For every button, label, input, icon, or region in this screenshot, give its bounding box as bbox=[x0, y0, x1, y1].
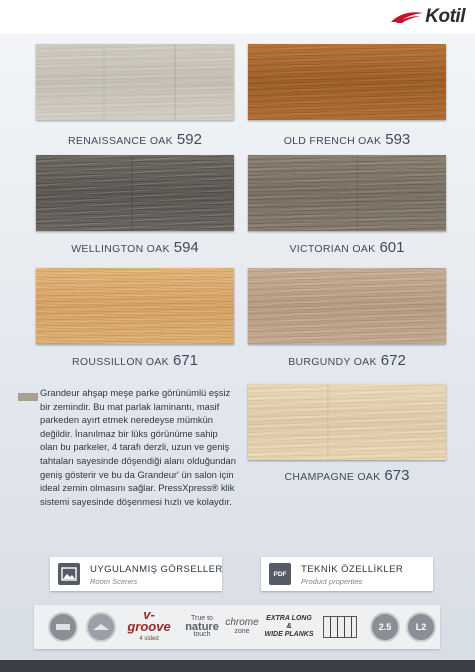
product-code: 593 bbox=[385, 131, 411, 148]
underfloor-badge-icon bbox=[86, 612, 116, 642]
product-code: 672 bbox=[380, 352, 406, 369]
nature-icon bbox=[185, 615, 219, 639]
product-description: Grandeur ahşap meşe parke görünümlü eşsiz bir zemindir. Bu mat parlak laminantı, masif parkeden ayırt etmek neredeyse mümkün değildir. İnanılmaz bir lüks görünüme sahip olan bu parkeler, 4 tarafı derzli, uzun ve geniş tahtaları sayesinde döşendiği alanı olduğundan geniş gösterir ve bu da Grandeur' ün salon için ideal zemin olmasını sağlar. PressXpress® klik sistemi sayesinde döşenmesi hızlı ve kolaydır. bbox=[40, 387, 236, 507]
swatch-burgundy-oak[interactable] bbox=[248, 268, 446, 344]
logo-swoosh-icon bbox=[390, 9, 424, 25]
image-icon bbox=[58, 563, 80, 585]
product-name: VICTORIAN OAK bbox=[289, 243, 376, 255]
product-properties-title: TEKNİK ÖZELLİKLER bbox=[301, 564, 404, 575]
nature-post: touch bbox=[193, 631, 211, 638]
swatch-champagne-oak[interactable] bbox=[248, 384, 446, 460]
footer-bar bbox=[0, 660, 475, 672]
vgroove-sub: 4 sided bbox=[139, 636, 159, 642]
planks-badge bbox=[320, 610, 360, 644]
room-scenes-subtitle: Room Scenes bbox=[90, 577, 138, 586]
room-scenes-title: UYGULANMIŞ GÖRSELLER bbox=[90, 564, 223, 575]
caption-burgundy-oak bbox=[248, 352, 446, 369]
feature-badge-1 bbox=[46, 610, 80, 644]
product-code: 671 bbox=[172, 352, 198, 369]
product-code: 673 bbox=[384, 467, 410, 484]
feature-strip bbox=[34, 605, 440, 649]
swatch-renaissance-oak[interactable] bbox=[36, 44, 234, 120]
thickness-icon bbox=[370, 612, 400, 642]
product-code: 594 bbox=[173, 239, 199, 256]
wear-class-icon bbox=[406, 612, 436, 642]
product-properties-button[interactable] bbox=[261, 557, 433, 591]
vgroove-badge bbox=[122, 607, 176, 644]
chrome-label: chrome bbox=[225, 617, 259, 628]
product-name: WELLINGTON OAK bbox=[71, 243, 170, 255]
wear-class-badge bbox=[404, 610, 438, 644]
swatch-old-french-oak[interactable] bbox=[248, 44, 446, 120]
chrome-icon bbox=[225, 618, 258, 636]
product-name: CHAMPAGNE OAK bbox=[284, 471, 381, 483]
thickness-badge bbox=[368, 610, 402, 644]
pdf-icon-label: PDF bbox=[273, 570, 287, 578]
caption-victorian-oak bbox=[248, 239, 446, 256]
planks-icon bbox=[323, 616, 357, 638]
pdf-icon bbox=[269, 563, 291, 585]
extralong-badge bbox=[264, 610, 314, 644]
wear-class-value: L2 bbox=[415, 622, 427, 632]
caption-roussillon-oak bbox=[36, 352, 234, 369]
swatch-wellington-oak[interactable] bbox=[36, 155, 234, 231]
quality-badge-icon bbox=[48, 612, 78, 642]
brand-logo[interactable] bbox=[390, 6, 465, 28]
product-name: ROUSSILLON OAK bbox=[71, 356, 169, 368]
room-scenes-button[interactable] bbox=[50, 557, 222, 591]
product-name: RENAISSANCE OAK bbox=[68, 135, 173, 147]
brand-name: Kotil bbox=[425, 6, 465, 27]
product-properties-subtitle: Product properties bbox=[301, 577, 363, 586]
nature-label: nature bbox=[185, 621, 219, 633]
vgroove-icon bbox=[122, 609, 176, 645]
extralong-line1: EXTRA LONG & bbox=[266, 615, 312, 630]
product-name: BURGUNDY OAK bbox=[288, 356, 377, 368]
extralong-line2: WIDE PLANKS bbox=[264, 631, 314, 638]
product-code: 601 bbox=[379, 239, 405, 256]
swatch-roussillon-oak[interactable] bbox=[36, 268, 234, 344]
feature-badge-2 bbox=[84, 610, 118, 644]
caption-wellington-oak bbox=[36, 239, 234, 256]
extralong-icon bbox=[264, 615, 314, 639]
nature-badge bbox=[182, 610, 222, 644]
caption-old-french-oak bbox=[248, 131, 446, 148]
product-name: OLD FRENCH OAK bbox=[283, 135, 382, 147]
vgroove-label: v-groove bbox=[127, 607, 171, 634]
nature-pre: True to bbox=[191, 615, 213, 622]
caption-champagne-oak bbox=[248, 467, 446, 484]
chrome-badge bbox=[224, 610, 260, 644]
thickness-value: 2.5 bbox=[378, 622, 392, 632]
caption-renaissance-oak bbox=[36, 131, 234, 148]
description-marker bbox=[18, 393, 38, 401]
swatch-victorian-oak[interactable] bbox=[248, 155, 446, 231]
chrome-sub: zone bbox=[234, 628, 250, 635]
header-bar bbox=[0, 0, 475, 34]
product-code: 592 bbox=[176, 131, 202, 148]
